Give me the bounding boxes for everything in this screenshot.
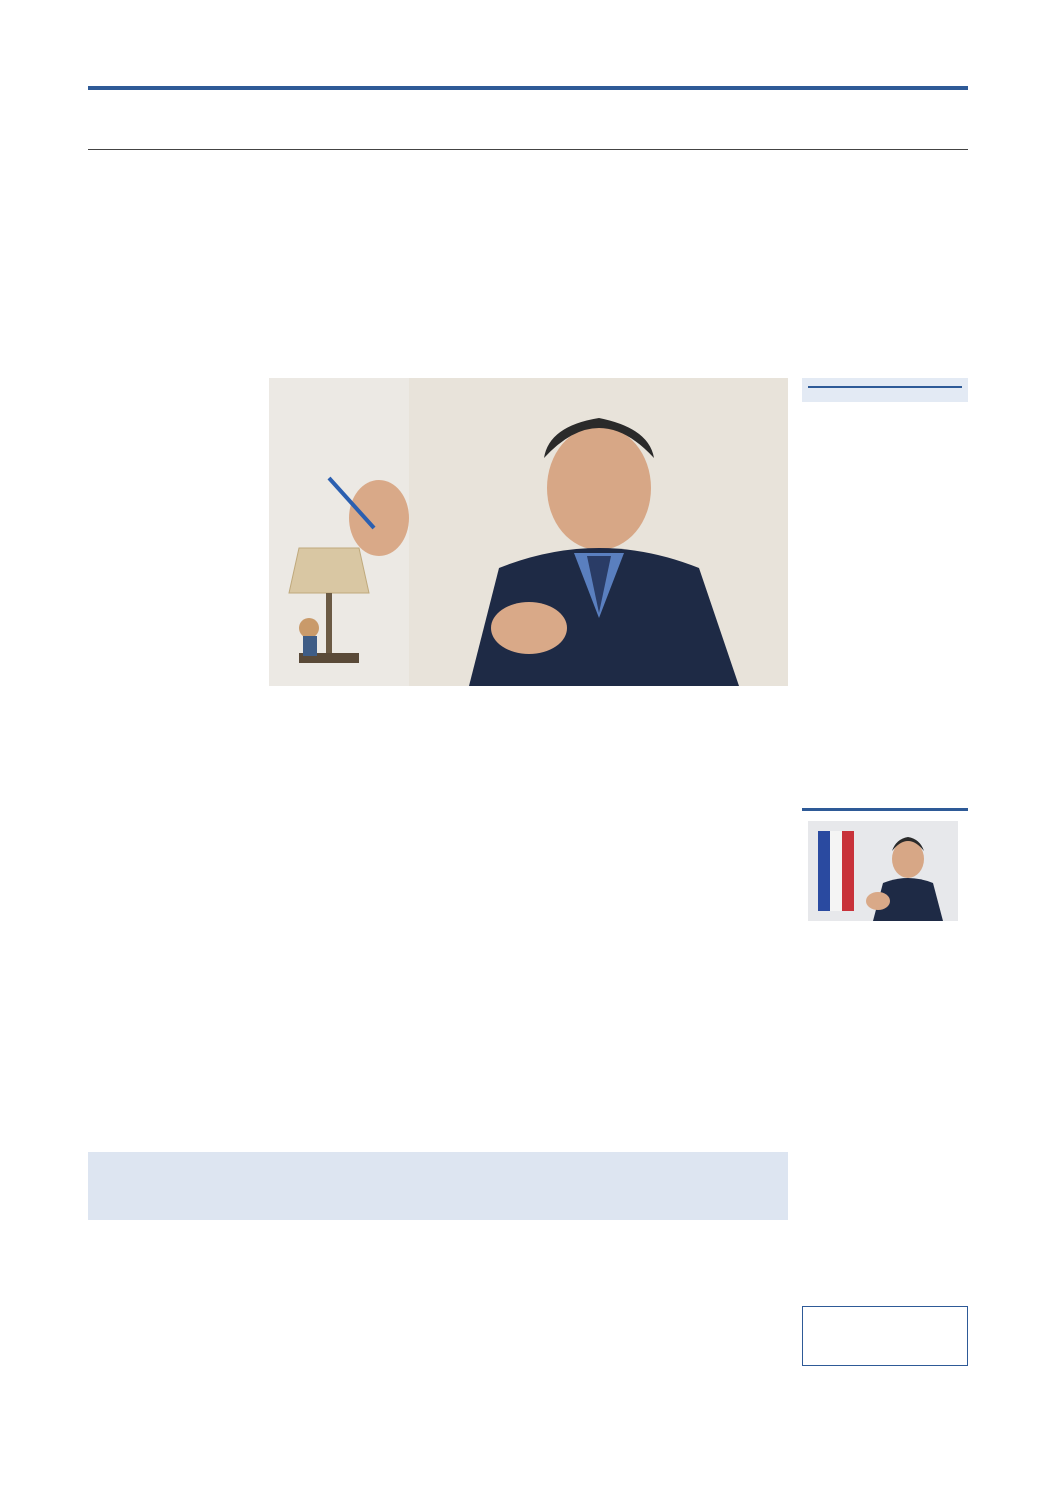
sidebar-lr: [802, 378, 968, 402]
article-column-2: [269, 700, 435, 708]
sidebar-lr-title: [808, 382, 962, 388]
article-column-1: [90, 378, 255, 386]
pull-quote: [88, 1152, 788, 1220]
portrait-thumbnail: [808, 821, 958, 921]
bottom-column-1: [90, 1226, 256, 1234]
article-photo: [269, 378, 788, 686]
portrait-illustration: [269, 378, 788, 686]
rubric-rule: [88, 149, 968, 150]
top-rule: [88, 86, 968, 90]
sidebar-et-sinon: [802, 808, 968, 1364]
sidebar-photo: [808, 821, 958, 921]
article-column-3: [447, 700, 613, 708]
article-column-4: [624, 700, 790, 708]
author-credit: [802, 1306, 968, 1366]
